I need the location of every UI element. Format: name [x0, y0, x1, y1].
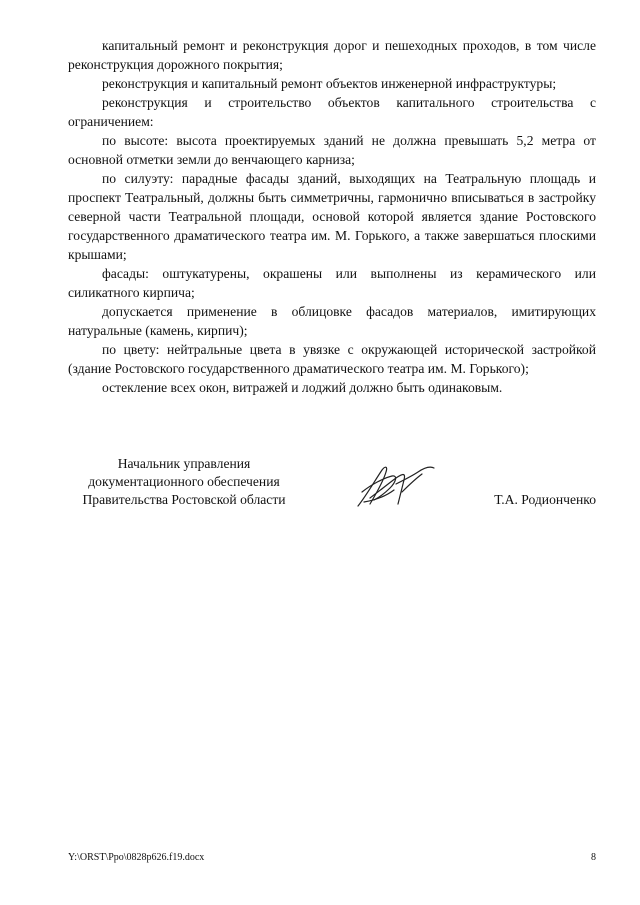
paragraph-glazing: остекление всех окон, витражей и лоджий должно быть одинаковым. — [102, 380, 503, 395]
signatory-position — [66, 455, 302, 509]
handwritten-signature — [352, 462, 438, 512]
paragraph-cladding: допускается применение в облицовке фасадов материалов, имитирующих натуральные (камень, кирпич); — [68, 304, 596, 338]
paragraph-road-repair: капитальный ремонт и реконструкция дорог и пешеходных проходов, в том числе реконструкция дорожного покрытия; — [68, 38, 596, 72]
signatory-position-line: документационного обеспечения — [88, 474, 280, 489]
signatory-position-line: Правительства Ростовской области — [82, 492, 286, 507]
paragraph-silhouette: по силуэту: парадные фасады зданий, выходящих на Театральную площадь и проспект Театральный, должны быть симметричны, гармонично вписываться в застройку северной части Театральной площади, основой которой является здание Ростовского государственного драматического театра им. М. Горького, а также завершаться плоскими крышами; — [68, 171, 596, 262]
page-number: 8 — [591, 852, 596, 863]
document-body — [68, 36, 596, 397]
signatory-name: Т.А. Родионченко — [494, 492, 596, 507]
paragraph-construction-restriction: реконструкция и строительство объектов капитального строительства с ограничением: — [68, 95, 596, 129]
footer-file-path: Y:\ORST\Ppo\0828p626.f19.docx — [68, 852, 205, 863]
paragraph-engineering-infrastructure: реконструкция и капитальный ремонт объектов инженерной инфраструктуры; — [102, 76, 557, 91]
paragraph-facades: фасады: оштукатурены, окрашены или выполнены из керамического или силикатного кирпича; — [68, 266, 596, 300]
signatory-position-line: Начальник управления — [117, 456, 251, 471]
paragraph-height-limit: по высоте: высота проектируемых зданий не должна превышать 5,2 метра от основной отметки земли до венчающего карниза; — [68, 133, 596, 167]
paragraph-color: по цвету: нейтральные цвета в увязке с окружающей исторической застройкой (здание Ростовского государственного драматического театра им. М. Горького); — [68, 342, 596, 376]
